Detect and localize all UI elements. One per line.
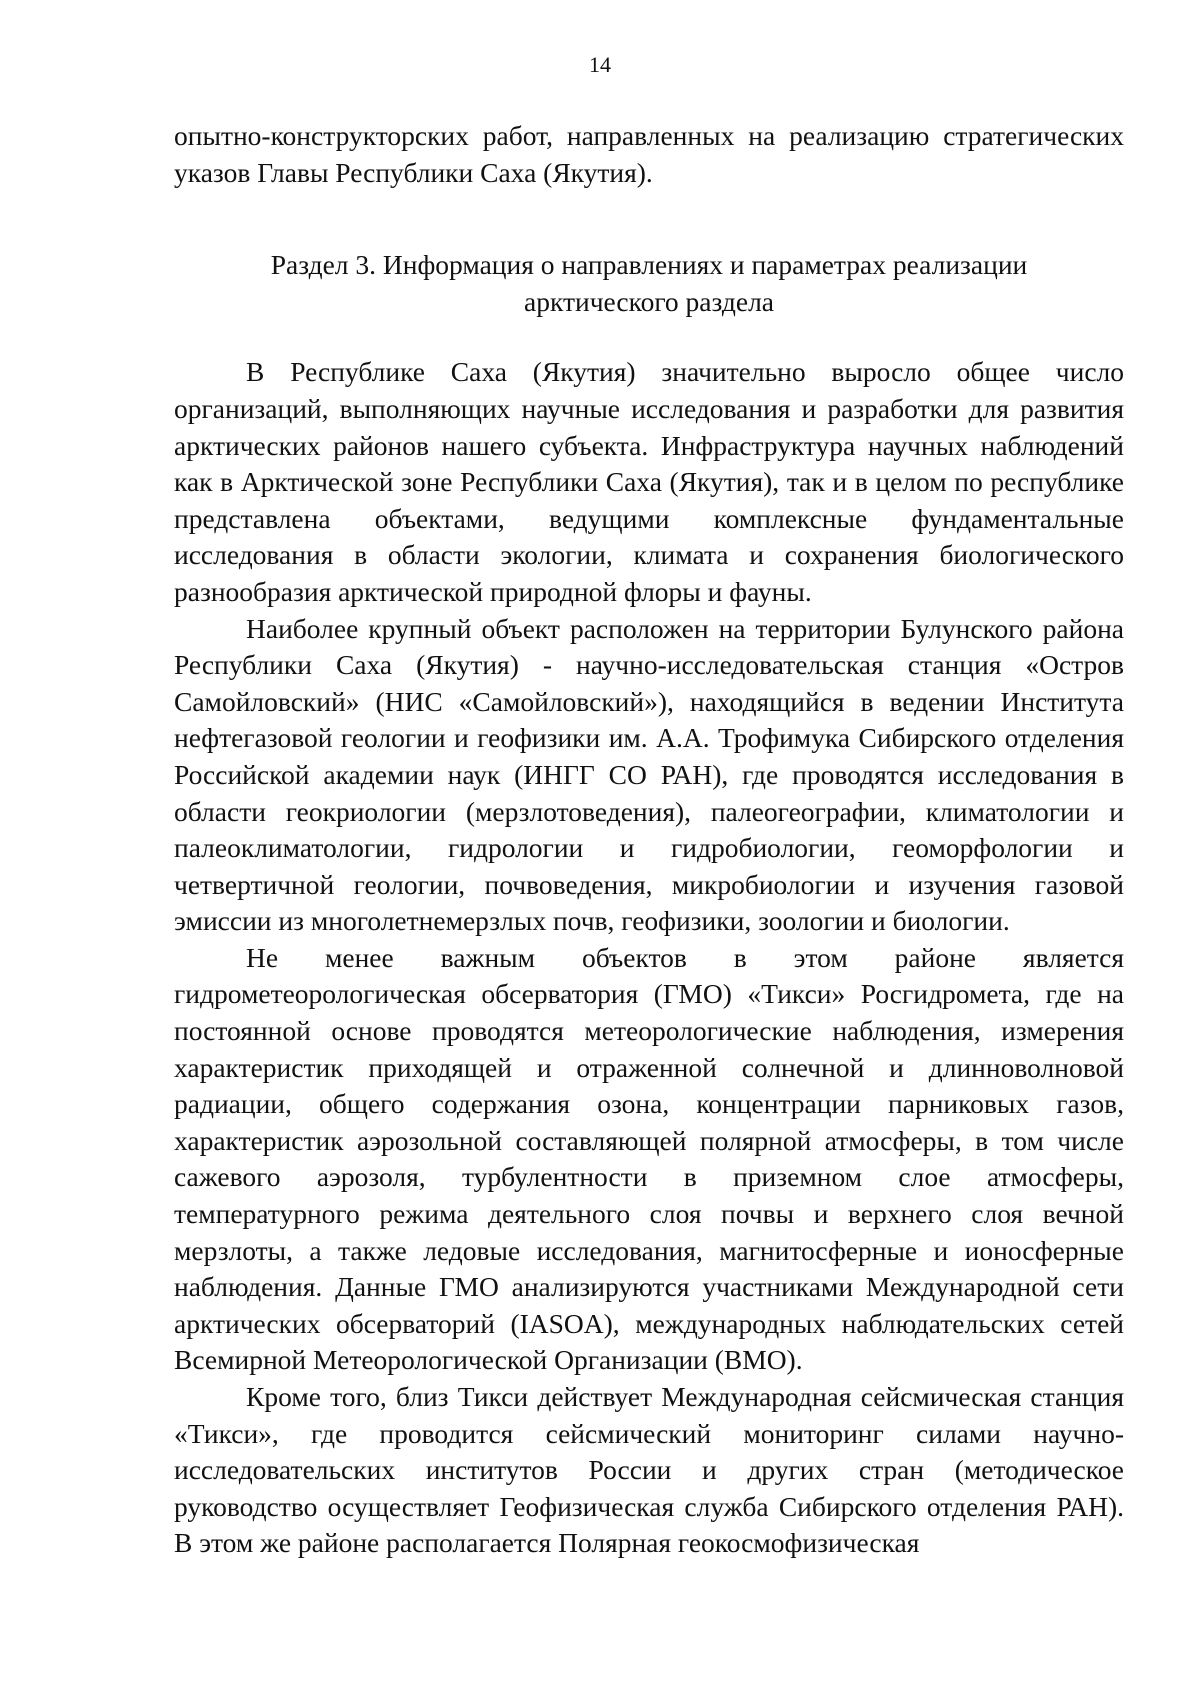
body-paragraph: Наиболее крупный объект расположен на территории Булунского района Республики Саха (Якутия) - научно-исследовательская станция «Остров Самойловский» (НИС «Самойловский»), находящийся в ведении Института нефтегазовой геологии и геофизики им. А.А. Трофимука Сибирского отделения Российской академии наук (ИНГГ СО РАН), где проводятся исследования в области геокриологии (мерзлотоведения), палеогеографии, климатологии и палеоклиматологии, гидрологии и гидробиологии, геоморфологии и четвертичной геологии, почвоведения, микробиологии и изучения газовой эмиссии из многолетнемерзлых почв, геофизики, зоологии и биологии.	[174, 612, 1124, 937]
page-number: 14	[589, 52, 611, 77]
section-title: Раздел 3. Информация о направлениях и параметрах реализации арктического раздела	[270, 249, 1028, 317]
continuation-paragraph: опытно-конструкторских работ, направленных на реализацию стратегических указов Главы Республики Саха (Якутия).	[174, 120, 1124, 188]
body-paragraph: В Республике Саха (Якутия) значительно выросло общее число организаций, выполняющих научные исследования и разработки для развития арктических районов нашего субъекта. Инфраструктура научных наблюдений как в Арктической зоне Республики Саха (Якутия), так и в целом по республике представлена объектами, ведущими комплексные фундаментальные исследования в области экологии, климата и сохранения биологического разнообразия арктической природной флоры и фауны.	[174, 356, 1124, 607]
body-paragraph: Не менее важным объектов в этом районе является гидрометеорологическая обсерватория (ГМО) «Тикси» Росгидромета, где на постоянной основе проводятся метеорологические наблюдения, измерения характеристик приходящей и отраженной солнечной и длинноволновой радиации, общего содержания озона, концентрации парниковых газов, характеристик аэрозольной составляющей полярной атмосферы, в том числе сажевого аэрозоля, турбулентности в приземном слое атмосферы, температурного режима деятельного слоя почвы и верхнего слоя вечной мерзлоты, а также ледовые исследования, магнитосферные и ионосферные наблюдения. Данные ГМО анализируются участниками Международной сети арктических обсерваторий (IASOA), международных наблюдательских сетей Всемирной Метеорологической Организации (ВМО).	[174, 941, 1124, 1376]
body-paragraph: Кроме того, близ Тикси действует Международная сейсмическая станция «Тикси», где проводится сейсмический мониторинг силами научно-исследовательских институтов России и других стран (методическое руководство осуществляет Геофизическая служба Сибирского отделения РАН). В этом же районе располагается Полярная геокосмофизическая	[174, 1381, 1124, 1559]
document-body	[174, 118, 1124, 1562]
